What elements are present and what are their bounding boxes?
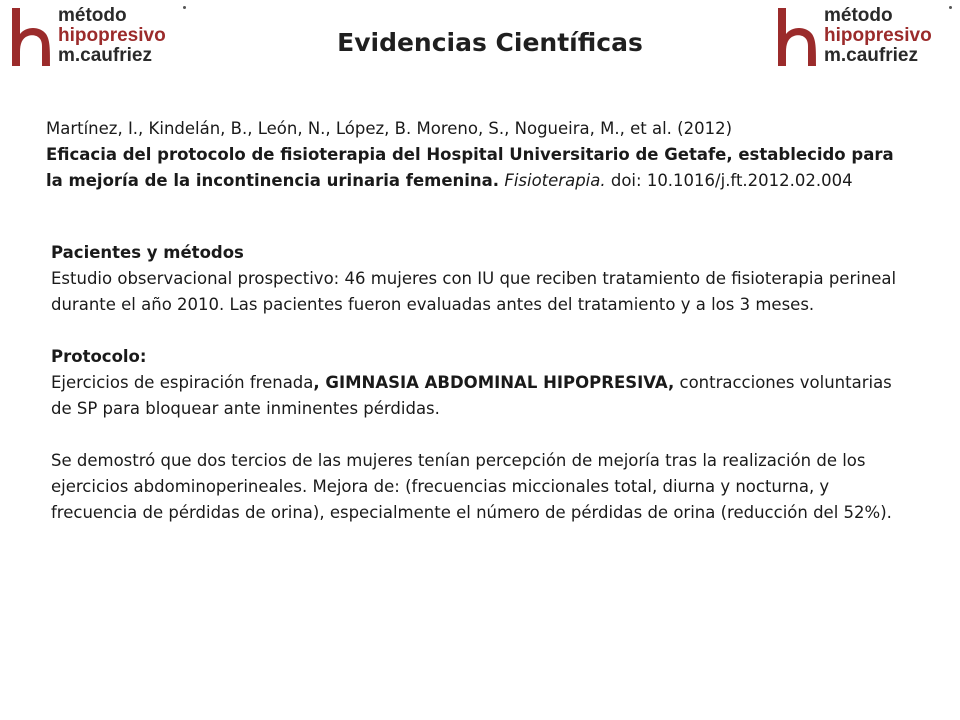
- section-text-protocolo: [51, 370, 911, 422]
- protocolo-text-highlight: , GIMNASIA ABDOMINAL HIPOPRESIVA,: [313, 373, 675, 392]
- logo-line-3: m.caufriez: [824, 45, 918, 66]
- section-heading-protocolo: Protocolo:: [51, 347, 147, 366]
- section-heading-pacientes: Pacientes y métodos: [51, 243, 244, 262]
- citation-journal: Fisioterapia.: [504, 171, 606, 190]
- page-title: Evidencias Científicas: [337, 28, 643, 57]
- citation-authors: Martínez, I., Kindelán, B., León, N., López, B. Moreno, S., Nogueira, M., et al. (2012): [46, 119, 733, 138]
- logo-line-1: método: [824, 5, 893, 26]
- citation-article-title: Eficacia del protocolo de fisioterapia del Hospital Universitario de Getafe, establecido para la mejoría de la incontinencia urinaria femenina.: [46, 145, 894, 190]
- logo-line-1: método: [58, 5, 127, 26]
- citation-doi: doi: 10.1016/j.ft.2012.02.004: [610, 171, 853, 190]
- protocolo-text-start: Ejercicios de espiración frenada: [51, 373, 314, 392]
- citation-block: [46, 116, 906, 194]
- protocolo-text-end: contracciones voluntarias de SP para bloquear ante inminentes pérdidas.: [51, 373, 892, 418]
- body-content: [51, 240, 911, 526]
- section-text-pacientes: Estudio observacional prospectivo: 46 mujeres con IU que reciben tratamiento de fisioterapia perineal durante el año 2010. Las pacientes fueron evaluadas antes del tratamiento y a los 3 meses.: [51, 269, 897, 314]
- logo-dot-icon: [949, 6, 952, 9]
- logo-dot-icon: [183, 6, 186, 9]
- section-text-conclusion: Se demostró que dos tercios de las mujeres tenían percepción de mejoría tras la realización de los ejercicios abdominoperineales. Mejora de: (frecuencias miccionales total, diurna y nocturna, y frecuencia de pérdidas de orina), especialmente el número de pérdidas de orina (reducción del 52%).: [51, 451, 892, 522]
- logo-line-2: hipopresivo: [824, 25, 932, 46]
- logo-line-3: m.caufriez: [58, 45, 152, 66]
- logo-line-2: hipopresivo: [58, 25, 166, 46]
